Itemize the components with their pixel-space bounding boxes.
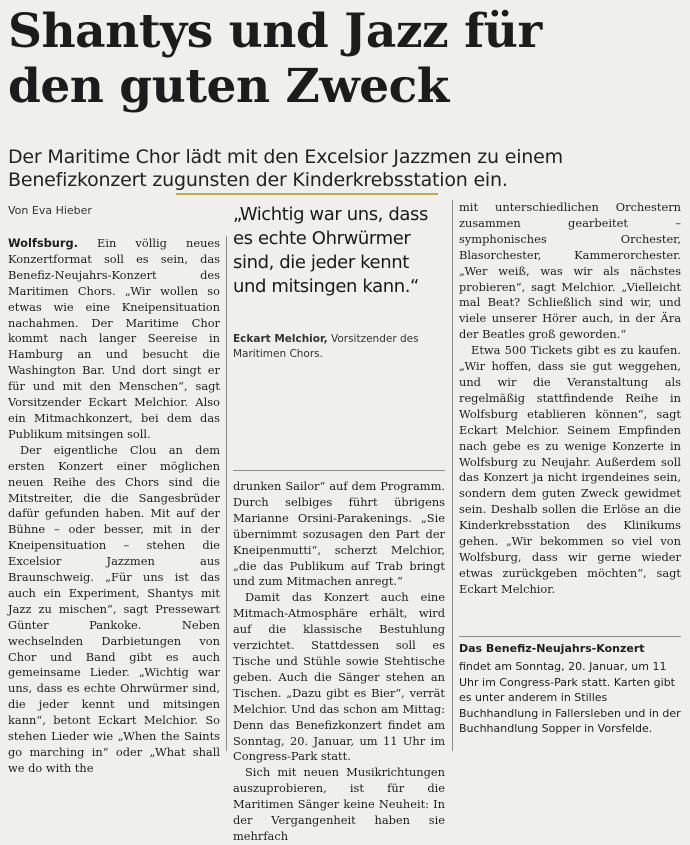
article-column-1 — [8, 236, 220, 777]
pullquote-author-name: Eckart Melchior, — [233, 333, 328, 345]
subheadline: Der Maritime Chor lädt mit den Excelsior Jazzmen zu einem Benefizkonzert zugunsten der Kinderkrebsstation ein. — [8, 146, 563, 191]
pullquote-attribution — [233, 332, 443, 362]
paragraph-text: Ein völlig neues Konzertformat soll es sein, das Benefiz-Neujahrs-Konzert des Maritimen Chors. „Wir wollen so etwas wie eine Kneipensituation nachahmen. Der Maritime Chor kommt nach langer Seereise in Hamburg an und besucht die Washington Bar. Und dort singt er für und mit den Menschen“, sagt Vorsitzender Eckart Melchior. Also ein Mitmachkonzert, bei dem das Publikum mitsingen soll. — [8, 236, 220, 441]
infobox-text: findet am Sonntag, 20. Januar, um 11 Uhr im Congress-Park statt. Karten gibt es unter anderem in Stilles Buchhandlung in Fallersleben und in der Buchhandlung Sopper in Vorsfelde. — [459, 660, 681, 735]
column-divider — [452, 200, 453, 751]
pullquote-text: „Wichtig war uns, dass es echte Ohrwürmer sind, die jeder kennt und mitsingen kann.“ — [233, 204, 428, 297]
subhead-underline — [176, 193, 438, 195]
article-paragraph: Der eigentliche Clou an dem ersten Konzert einer möglichen neuen Reihe des Chors sind die Mitstreiter, die die Sangesbrüder dafür gefunden haben. Mit auf der Bühne – oder besser, mit in der Kneipensituation – stehen die Excelsior Jazzmen aus Braunschweig. „Für uns ist das auch ein Experiment, Shantys mit Jazz zu mischen“, sagt Pressewart Günter Pankoke. Neben wechselnden Darbietungen von Chor und Band gibt es auch gemeinsame Lieder. „Wichtig war uns, dass es echte Ohrwürmer sind, die jeder kennt und mitsingen kann“, betont Eckart Melchior. So stehen Lieder wie „When the Saints go marching in“ oder „What shall we do with the — [8, 442, 220, 775]
article-paragraph: Sich mit neuen Musikrichtungen auszuprobieren, ist für die Maritimen Sänger keine Neuheit: In der Vergangenheit haben sie mehrfach — [233, 765, 445, 843]
headline: Shantys und Jazz für den guten Zweck — [8, 4, 542, 114]
dateline: Wolfsburg. — [8, 236, 78, 250]
article-paragraph: Etwa 500 Tickets gibt es zu kaufen. „Wir hoffen, dass sie gut weggehen, und wir die Veranstaltung als regelmäßig stattfindende Reihe in Wolfsburg etablieren können“, sagt Eckart Melchior. Seinem Empfinden nach gebe es zu wenige Konzerte in Wolfsburg zu Neujahr. Außerdem soll das Konzert ja nicht irgendeines sein, sondern dem guten Zweck gewidmet sein. Deshalb sollen die Erlöse an die Kinderkrebsstation des Klinikums gehen. „Wir bekommen so viel von Wolfsburg, dass wir gerne wieder etwas zurückgeben möchten“, sagt Eckart Melchior. — [459, 343, 681, 596]
column-divider — [226, 236, 227, 751]
pullquote-author-role: Vorsitzender des Maritimen Chors. — [233, 333, 419, 360]
article-column-3 — [459, 200, 681, 598]
article-paragraph: mit unterschiedlichen Orchestern zusammen gearbeitet – symphonisches Orchester, Blasorchester, Kammerorchester. „Wer weiß, was wir als nächstes probieren“, sagt Melchior. „Vielleicht mal Beat? Schließlich sind wir, und viele unserer Hörer auch, in der Ära der Beatles groß geworden.“ — [459, 200, 681, 342]
pullquote-divider — [233, 470, 445, 471]
infobox-divider — [459, 636, 681, 637]
article-paragraph: drunken Sailor“ auf dem Programm. Durch selbiges führt übrigens Marianne Orsini-Parakenings. „Sie übernimmt sozusagen den Part der Kneipenmutti“, scherzt Melchior, „die das Publikum auf Trab bringt und zum Mitmachen anregt.“ — [233, 479, 445, 589]
byline: Von Eva Hieber — [8, 204, 92, 217]
article-paragraph — [8, 236, 220, 443]
article-paragraph: Damit das Konzert auch eine Mitmach-Atmosphäre erhält, wird auf die klassische Bestuhlung verzichtet. Stattdessen soll es Tische und Stühle sowie Stehtische geben. Auch die Sänger stehen an Tischen. „Dazu gibt es Bier“, verrät Melchior. Und das schon am Mittag: Denn das Benefizkonzert findet am Sonntag, 20. Januar, um 11 Uhr im Congress-Park statt. — [233, 590, 445, 764]
article-column-2 — [233, 479, 445, 845]
infobox-title: Das Benefiz-Neujahrs-Konzert — [459, 642, 645, 655]
